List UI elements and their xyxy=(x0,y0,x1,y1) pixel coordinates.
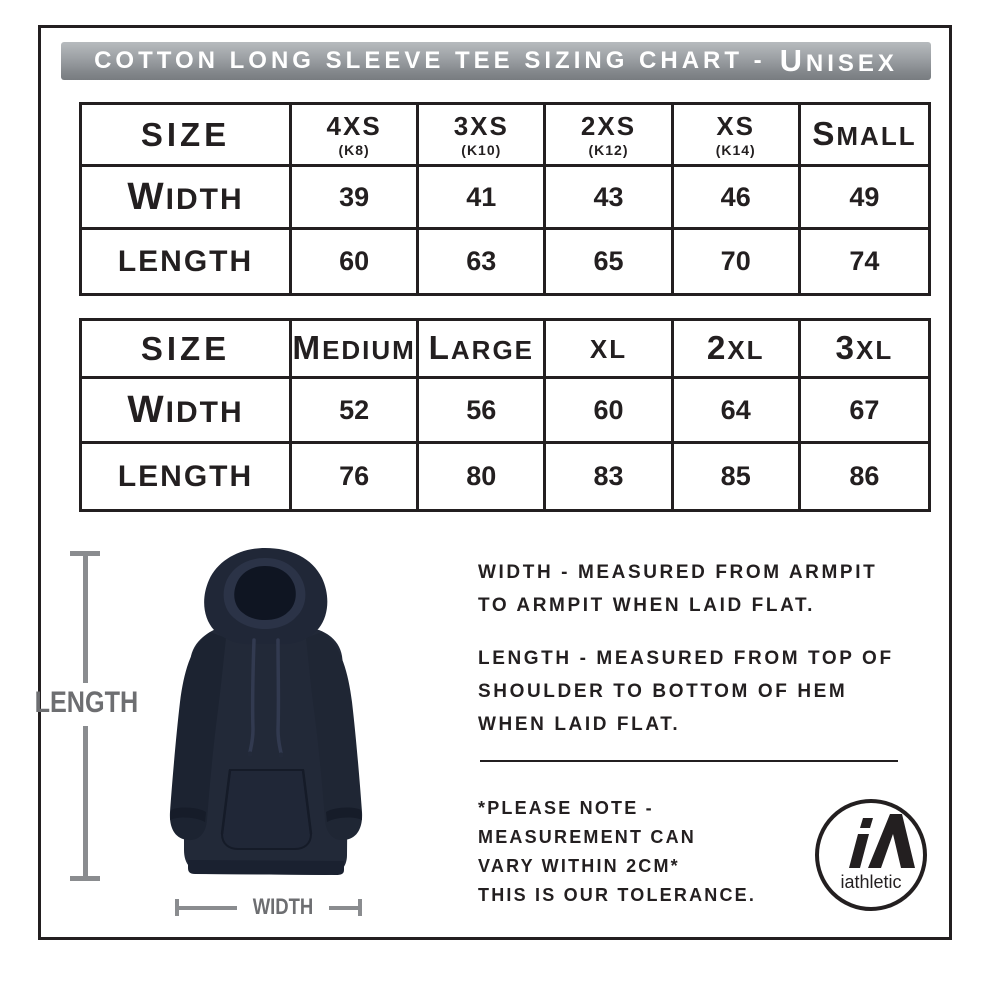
t2-width-3xl: 67 xyxy=(801,379,928,444)
length-description: LENGTH - MEASURED FROM TOP OF SHOULDER TO BOTTOM OF HEM WHEN LAID FLAT. xyxy=(478,648,894,735)
t2-col-medium: MEDIUM xyxy=(292,321,419,379)
t2-col-3xl: 3XL xyxy=(801,321,928,379)
length-line-lower xyxy=(83,726,88,876)
t1-length-small: 74 xyxy=(849,246,880,276)
t2-width-2xl: 64 xyxy=(674,379,801,444)
page-title-unisex: UNISEX xyxy=(779,43,898,78)
t1-col-3xs: 3XS (K10) xyxy=(419,105,546,167)
t1-width-2xs: 43 xyxy=(546,167,673,230)
sizing-table-large-sizes xyxy=(79,318,931,512)
t2-col-large: LARGE xyxy=(419,321,546,379)
t1-width-3xs: 41 xyxy=(419,167,546,230)
width-description: WIDTH - MEASURED FROM ARMPIT TO ARMPIT WHEN LAID FLAT. xyxy=(478,562,878,616)
t2-length-large: 80 xyxy=(419,444,546,509)
t1-width-label-cell xyxy=(82,167,292,230)
t1-col-4xs: 4XS (K8) xyxy=(292,105,419,167)
t1-width-label: WIDTH xyxy=(127,175,244,218)
page-title: COTTON LONG SLEEVE TEE SIZING CHART - xyxy=(94,47,766,74)
sizing-table-small-sizes xyxy=(79,102,931,296)
t1-width-xs: 46 xyxy=(674,167,801,230)
t2-length-label-cell xyxy=(82,444,292,509)
length-line-upper xyxy=(83,556,88,683)
ia-logo-mark xyxy=(849,814,915,868)
t2-length-3xl: 86 xyxy=(849,461,880,491)
tolerance-note: *PLEASE NOTE - MEASUREMENT CAN VARY WITHIN 2CM* THIS IS OUR TOLERANCE. xyxy=(478,798,757,905)
t2-width-label-cell xyxy=(82,379,292,444)
t2-size-header: SIZE xyxy=(140,329,231,367)
width-line-right xyxy=(329,906,358,910)
t1-col-2xs: 2XS (K12) xyxy=(546,105,673,167)
width-diagram-label: WIDTH xyxy=(252,894,314,919)
t1-length-3xs: 63 xyxy=(419,230,546,293)
length-diagram-label: LENGTH xyxy=(34,686,139,719)
t1-length-4xs: 60 xyxy=(292,230,419,293)
t2-size-header-cell xyxy=(82,321,292,379)
note-divider xyxy=(480,760,898,762)
t1-col-small: SMALL xyxy=(801,105,928,167)
t2-col-xl: XL xyxy=(546,321,673,379)
t1-size-header-cell xyxy=(82,105,292,167)
t2-length-xl: 83 xyxy=(546,444,673,509)
length-line-bottom-cap xyxy=(70,876,100,881)
t1-width-4xs: 39 xyxy=(292,167,419,230)
title-bar xyxy=(61,42,931,80)
iathletic-logo xyxy=(812,796,930,914)
logo-wordmark: iathletic xyxy=(840,872,902,892)
t1-length-label: LENGTH xyxy=(117,244,254,278)
width-line-right-tick xyxy=(358,899,362,916)
width-line-left xyxy=(179,906,237,910)
t2-length-medium: 76 xyxy=(292,444,419,509)
t1-col-xs: XS (K14) xyxy=(674,105,801,167)
t2-width-label: WIDTH xyxy=(127,388,244,431)
t2-width-xl: 60 xyxy=(546,379,673,444)
hoodie-image xyxy=(148,544,383,889)
t1-length-label-cell xyxy=(82,230,292,293)
t1-size-header: SIZE xyxy=(140,115,231,153)
t2-width-medium: 52 xyxy=(292,379,419,444)
t1-width-small: 49 xyxy=(801,167,928,230)
t2-length-2xl: 85 xyxy=(674,444,801,509)
t1-length-2xs: 65 xyxy=(546,230,673,293)
t2-length-label: LENGTH xyxy=(117,459,254,493)
t2-col-2xl: 2XL xyxy=(674,321,801,379)
t1-length-xs: 70 xyxy=(674,230,801,293)
t2-width-large: 56 xyxy=(419,379,546,444)
